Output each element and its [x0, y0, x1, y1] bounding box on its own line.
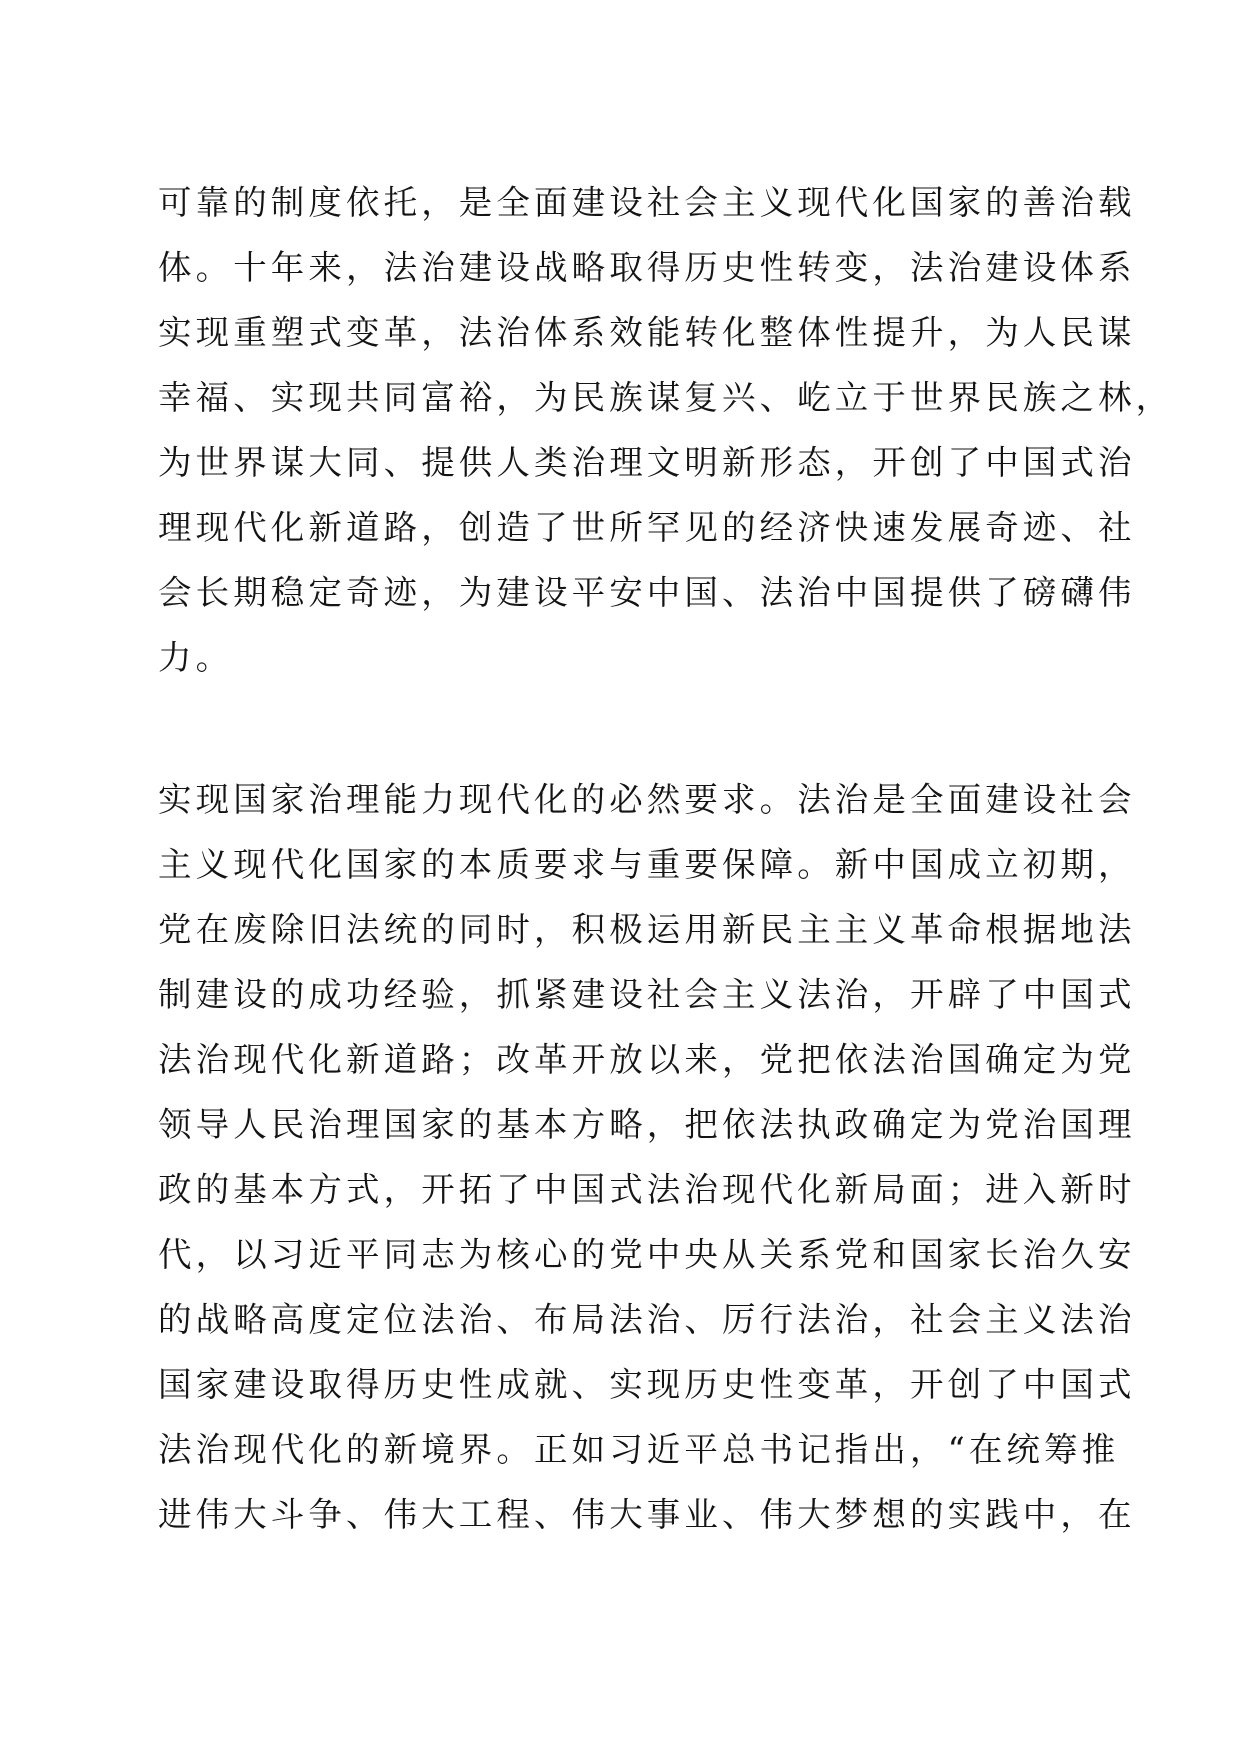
text-line: 幸福、实现共同富裕，为民族谋复兴、屹立于世界民族之林， — [158, 378, 1174, 417]
text-line: 主义现代化国家的本质要求与重要保障。新中国成立初期， — [158, 845, 1136, 884]
text-line: 实现重塑式变革，法治体系效能转化整体性提升，为人民谋 — [158, 313, 1136, 352]
text-line: 国家建设取得历史性成就、实现历史性变革，开创了中国式 — [158, 1365, 1136, 1404]
text-line: 可靠的制度依托，是全面建设社会主义现代化国家的善治载 — [158, 183, 1136, 222]
text-line: 领导人民治理国家的基本方略，把依法执政确定为党治国理 — [158, 1105, 1136, 1144]
text-line: 的战略高度定位法治、布局法治、厉行法治，社会主义法治 — [158, 1300, 1136, 1339]
paragraph-2 — [158, 767, 1136, 1547]
text-line: 力。 — [158, 638, 234, 677]
text-line: 体。十年来，法治建设战略取得历史性转变，法治建设体系 — [158, 248, 1136, 287]
text-line: 制建设的成功经验，抓紧建设社会主义法治，开辟了中国式 — [158, 975, 1136, 1014]
text-line: 党在废除旧法统的同时，积极运用新民主主义革命根据地法 — [158, 910, 1136, 949]
text-line: 为世界谋大同、提供人类治理文明新形态，开创了中国式治 — [158, 443, 1136, 482]
text-line: 实现国家治理能力现代化的必然要求。法治是全面建设社会 — [158, 780, 1136, 819]
text-line: 理现代化新道路，创造了世所罕见的经济快速发展奇迹、社 — [158, 508, 1136, 547]
text-line: 政的基本方式，开拓了中国式法治现代化新局面；进入新时 — [158, 1170, 1136, 1209]
text-line: 代，以习近平同志为核心的党中央从关系党和国家长治久安 — [158, 1235, 1136, 1274]
paragraph-1 — [158, 170, 1174, 690]
text-line: 法治现代化新道路；改革开放以来，党把依法治国确定为党 — [158, 1040, 1136, 1079]
text-line: 法治现代化的新境界。正如习近平总书记指出，“在统筹推 — [158, 1430, 1120, 1469]
text-line: 进伟大斗争、伟大工程、伟大事业、伟大梦想的实践中，在 — [158, 1495, 1136, 1534]
text-line: 会长期稳定奇迹，为建设平安中国、法治中国提供了磅礴伟 — [158, 573, 1136, 612]
